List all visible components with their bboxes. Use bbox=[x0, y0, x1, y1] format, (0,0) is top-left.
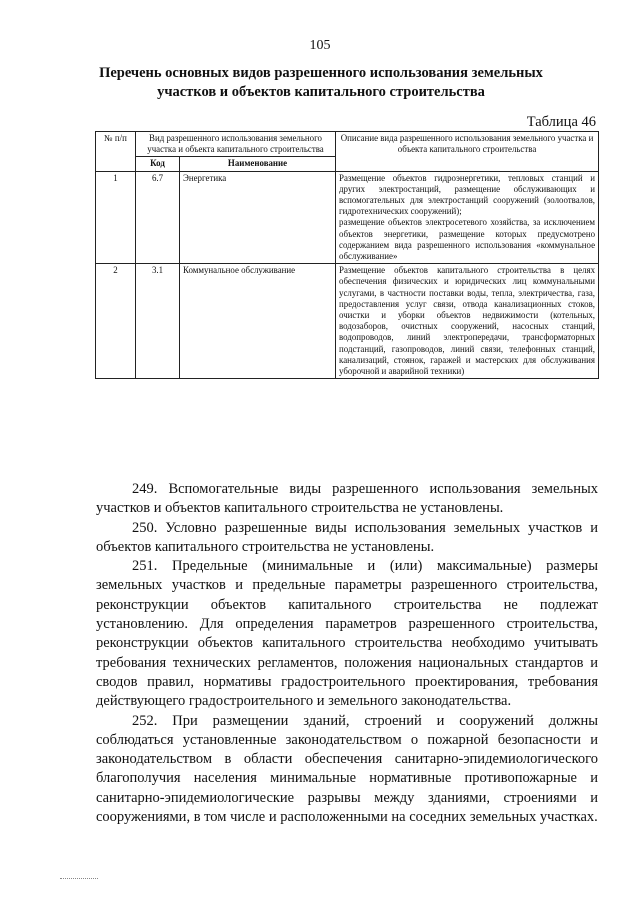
header-code: Код bbox=[136, 157, 180, 171]
table-row bbox=[96, 171, 599, 264]
row-number: 1 bbox=[96, 171, 136, 264]
paragraph-250: 250. Условно разрешенные виды использования земельных участков и объектов капитального строительства не установлены. bbox=[96, 519, 598, 555]
row-name: Энергетика bbox=[180, 171, 336, 264]
footnote-separator bbox=[60, 878, 98, 879]
row-description bbox=[336, 264, 599, 379]
row-name: Коммунальное обслуживание bbox=[180, 264, 336, 379]
table-row bbox=[96, 264, 599, 379]
document-title-line-2: участков и объектов капитального строительства bbox=[157, 84, 485, 100]
row-description-part-1: Размещение объектов гидроэнергетики, тепловых станций и других электростанций, размещение обслуживающих и вспомогательных для электростанций сооружений (золоотвалов, гидротехнических сооружений); bbox=[339, 172, 596, 217]
row-code: 3.1 bbox=[136, 264, 180, 379]
row-number: 2 bbox=[96, 264, 136, 379]
header-use-kind: Вид разрешенного использования земельного участка и объекта капитального строительства bbox=[136, 132, 336, 157]
header-name: Наименование bbox=[180, 157, 336, 171]
land-use-table bbox=[95, 131, 599, 379]
row-description-part-2: размещение объектов электросетевого хозяйства, за исключением объектов энергетики, размещение которых предусмотрено содержанием вида разрешенного использования «коммунальное обслуживание» bbox=[339, 217, 596, 262]
paragraph-249: 249. Вспомогательные виды разрешенного использования земельных участков и объектов капитального строительства не установлены. bbox=[96, 481, 598, 517]
paragraph-252: 252. При размещении зданий, строений и сооружений должны соблюдаться установленные законодательством о пожарной безопасности и законодательством в области обеспечения санитарно-эпидемиологического благополучия населения минимальные нормативные противопожарные и санитарно-эпидемиологические разрывы между зданиями, строениями и сооружениями, в том числе и расположенными на соседних земельных участках. bbox=[96, 712, 598, 826]
paragraph-251: 251. Предельные (минимальные и (или) максимальные) размеры земельных участков и предельные параметры разрешенного строительства, реконструкции объектов капитального строительства не подлежат установлению. Для определения параметров разрешенного строительства, реконструкции объектов капитального строительства необходимо учитывать требования технических регламентов, положения национальных стандартов и сводов правил, нормативы градостроительного проектирования, требования действующего градостроительного и земельного законодательства. bbox=[96, 558, 598, 710]
header-number: № п/п bbox=[96, 132, 136, 172]
document-title bbox=[96, 64, 546, 102]
row-code: 6.7 bbox=[136, 171, 180, 264]
page-number: 105 bbox=[309, 38, 331, 53]
row-description-part-1: Размещение объектов капитального строительства в целях обеспечения физических и юридических лиц коммунальными услугами, в частности поставки воды, тепла, электричества, газа, предоставления услуг связи, отвода канализационных стоков, очистки и уборки объектов недвижимости (котельных, водозаборов, очистных сооружений, насосных станций, водопроводов, линий электропередачи, трансформаторных подстанций, газопроводов, линий связи, телефонных станций, канализаций, стоянок, гаражей и мастерских для обслуживания уборочной и аварийной техники) bbox=[339, 265, 596, 377]
row-description bbox=[336, 171, 599, 264]
table-caption: Таблица 46 bbox=[526, 114, 596, 130]
header-description: Описание вида разрешенного использования земельного участка и объекта капитального строительства bbox=[336, 132, 599, 172]
document-title-line-1: Перечень основных видов разрешенного использования земельных bbox=[99, 65, 543, 81]
table-header-row bbox=[96, 132, 599, 157]
body-text bbox=[96, 480, 598, 827]
